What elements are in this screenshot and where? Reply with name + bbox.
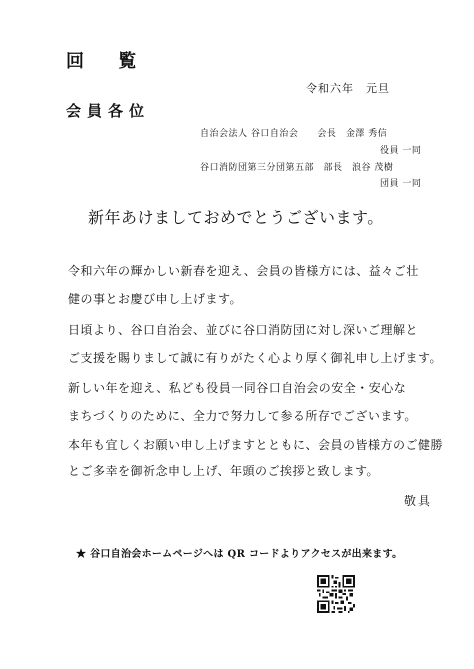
- sender-line: 団員 一同: [380, 179, 422, 189]
- sender-line: 自治会法人 谷口自治会 会長 金澤 秀信: [200, 129, 388, 139]
- sender-line: 谷口消防団第三分団第五部 部長 浪谷 茂樹: [200, 163, 394, 173]
- new-year-greeting: 新年あけましておめでとうございます。: [88, 208, 384, 227]
- homepage-notice: ★ 谷口自治会ホームページへは QR コードよりアクセスが出来ます。: [76, 549, 403, 560]
- document-date: 令和六年 元旦: [306, 82, 390, 95]
- body-line: 健の事とお慶び申し上げます。: [68, 292, 243, 306]
- recipients-heading: 会員各位: [66, 102, 151, 120]
- closing-remark: 敬具: [404, 494, 433, 508]
- body-line: とご多幸を御祈念申し上げ、年頭のご挨拶と致します。: [68, 464, 380, 478]
- body-line: 本年も宜しくお願い申し上げますとともに、会員の皆様方のご健勝: [68, 438, 444, 452]
- body-line: ご支援を賜りまして誠に有りがたく心より厚く御礼申し上げます。: [68, 351, 443, 365]
- body-line: 日頃より、谷口自治会、並びに谷口消防団に対し深いご理解と: [68, 323, 419, 337]
- body-line: まちづくりのために、全力で努力して参る所存でございます。: [68, 409, 417, 423]
- document-title: 回 覧: [66, 51, 151, 72]
- body-line: 新しい年を迎え、私ども役員一同谷口自治会の安全・安心な: [68, 381, 407, 395]
- body-line: 令和六年の輝かしい新春を迎え、会員の皆様方には、益々ご壮: [68, 264, 419, 278]
- qr-code-icon[interactable]: [317, 575, 355, 613]
- sender-line: 役員 一同: [380, 146, 422, 156]
